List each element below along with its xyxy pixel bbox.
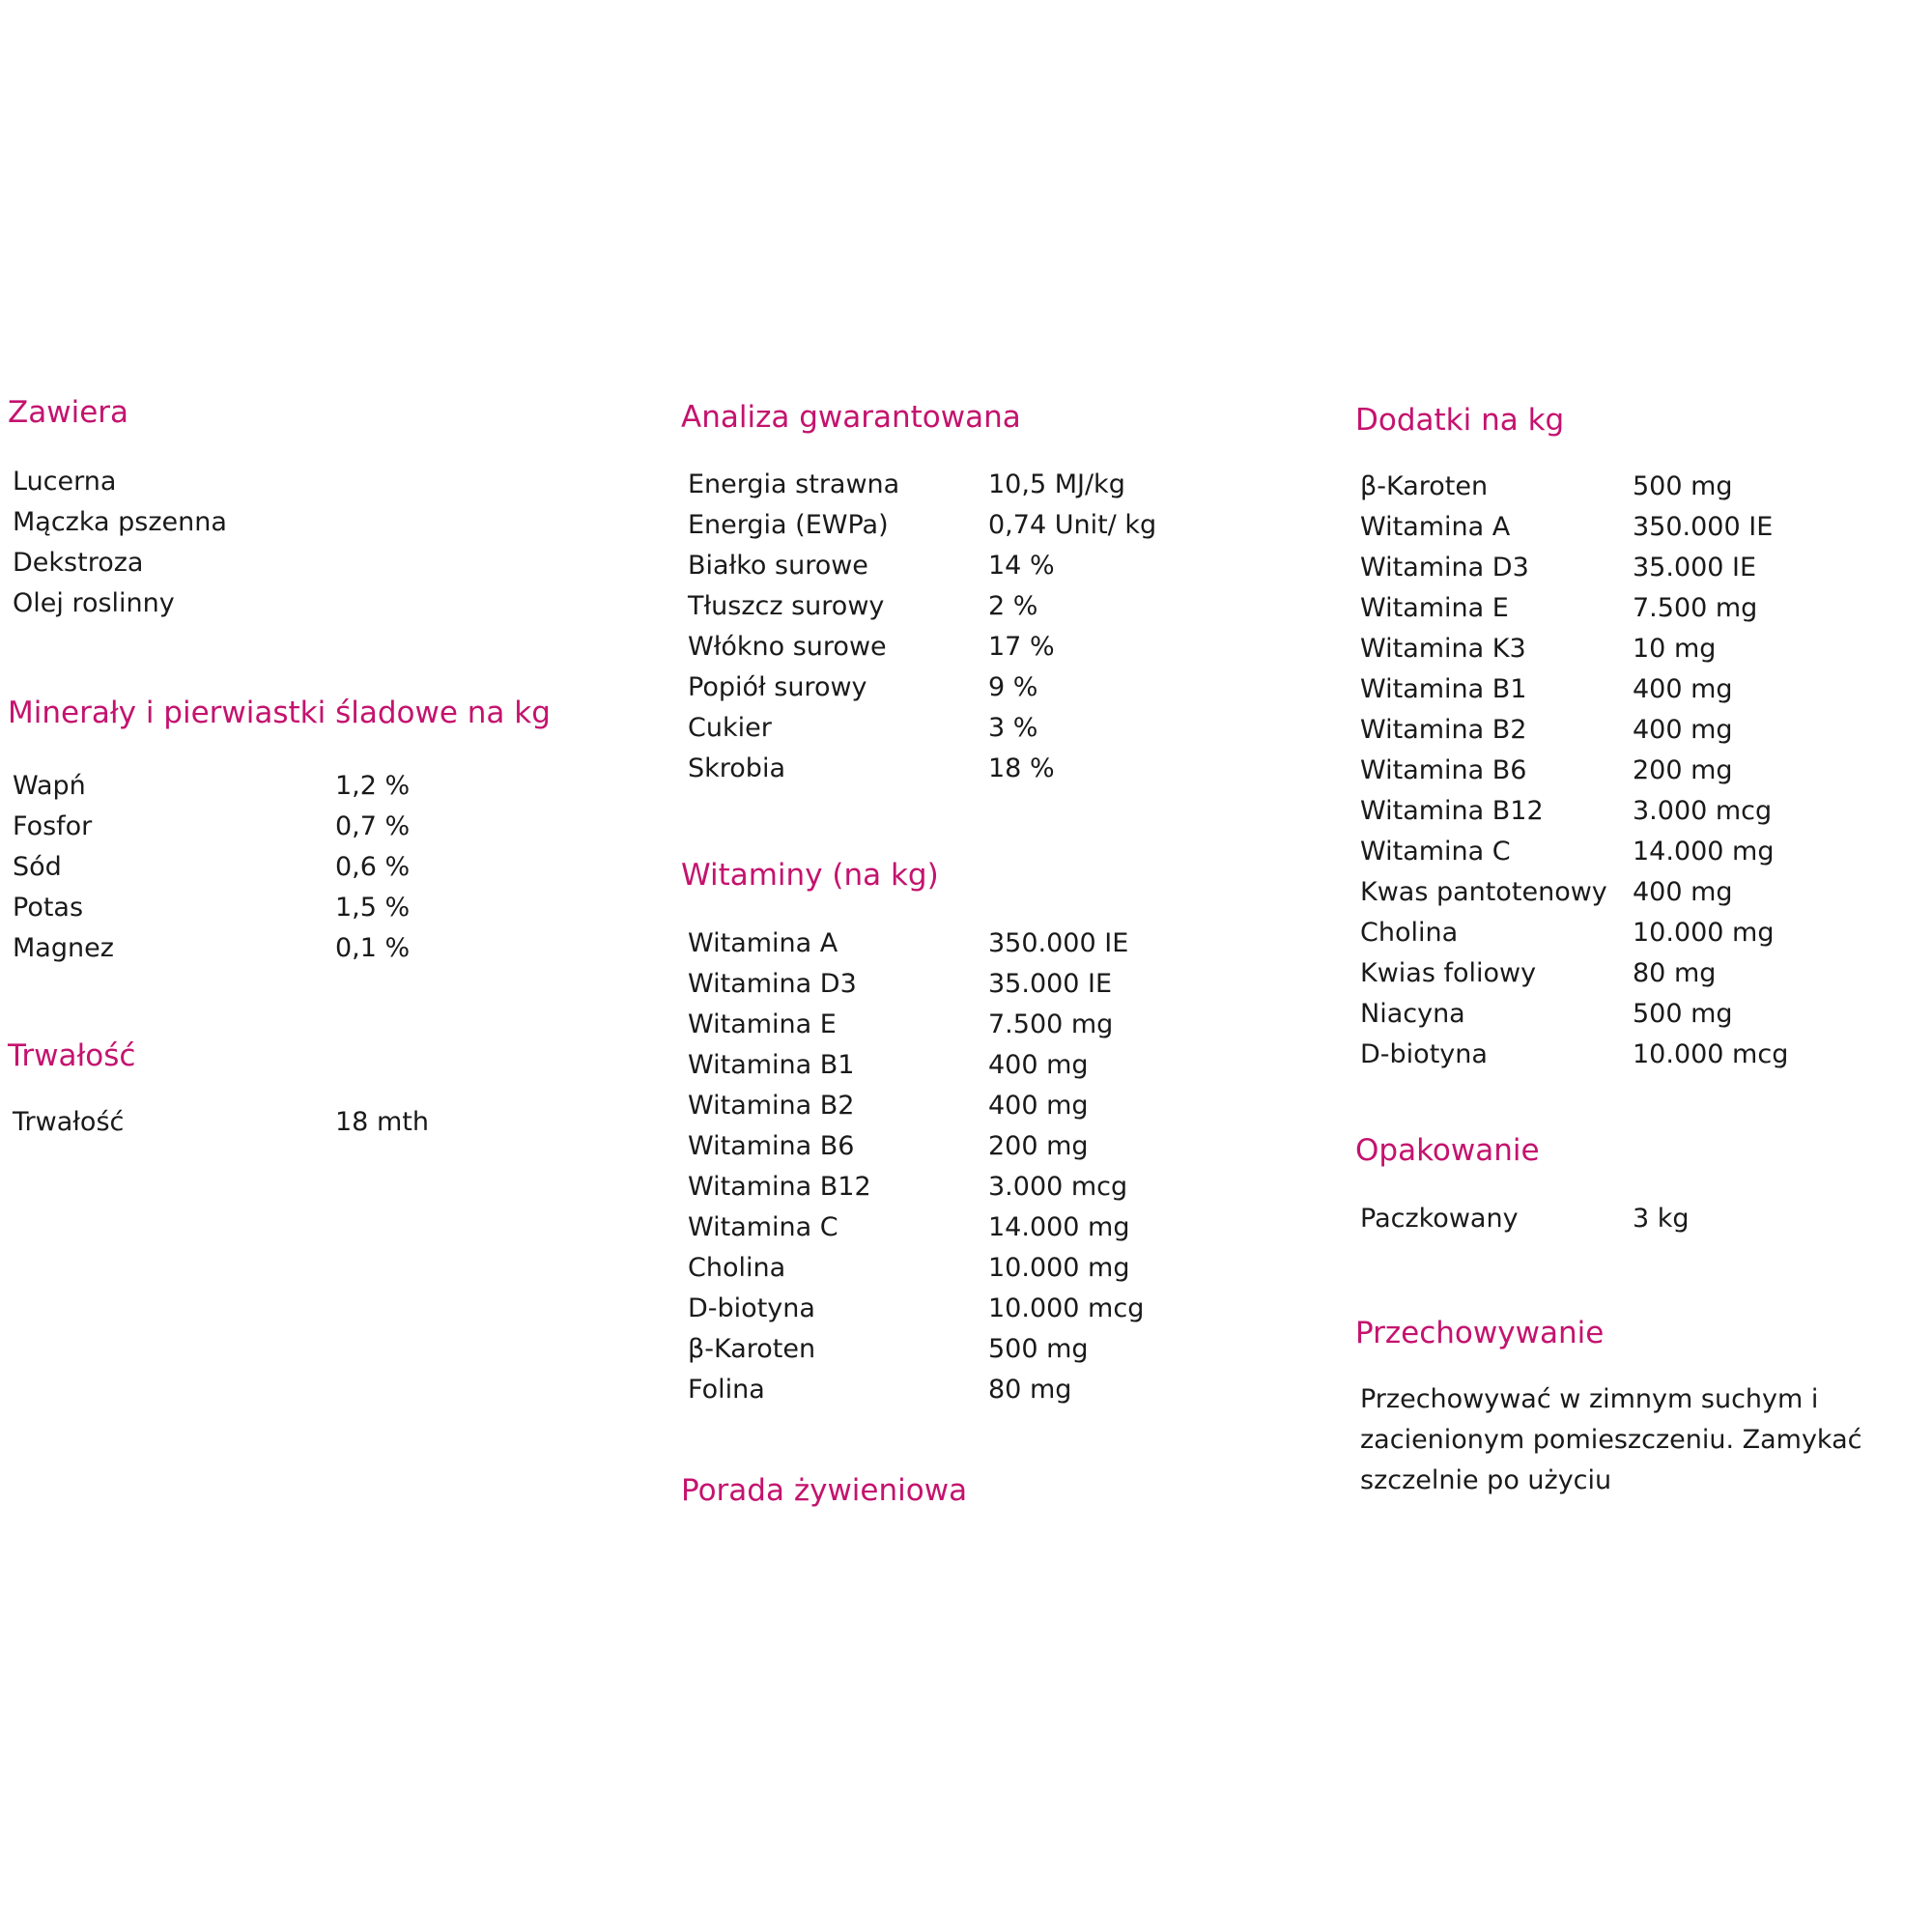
vitamin-row — [681, 964, 1328, 1005]
vitamin-row — [681, 1208, 1328, 1248]
vitamins-table — [681, 923, 1328, 1410]
analysis-value: 14 % — [988, 551, 1055, 581]
additive-value: 500 mg — [1633, 471, 1733, 501]
additive-row — [1355, 467, 1925, 507]
analysis-label: Tłuszcz surowy — [688, 591, 885, 621]
ingredient-label: Dekstroza — [13, 548, 144, 578]
additive-value: 14.000 mg — [1633, 837, 1775, 867]
additive-label: Witamina C — [1360, 837, 1511, 867]
mineral-value: 0,1 % — [335, 933, 411, 963]
vitamin-row — [681, 1005, 1328, 1045]
mineral-label: Sód — [13, 852, 62, 882]
additive-value: 200 mg — [1633, 755, 1733, 785]
vitamin-row — [681, 1167, 1328, 1208]
additive-label: Witamina B1 — [1360, 674, 1527, 704]
storage-note-line: zacienionym pomieszczeniu. Zamykać — [1360, 1425, 1862, 1455]
column-additives — [1355, 403, 1925, 1501]
additive-value: 400 mg — [1633, 877, 1733, 907]
packaging-table — [1355, 1199, 1925, 1239]
mineral-label: Potas — [13, 893, 84, 923]
additive-row — [1355, 548, 1925, 588]
vitamin-row — [681, 1370, 1328, 1410]
analysis-label: Popiół surowy — [688, 672, 867, 702]
vitamin-label: Witamina C — [688, 1212, 838, 1242]
vitamin-value: 400 mg — [988, 1091, 1089, 1121]
additive-value: 400 mg — [1633, 674, 1733, 704]
additive-value: 10.000 mcg — [1633, 1039, 1789, 1069]
analysis-value: 18 % — [988, 753, 1055, 783]
vitamin-row — [681, 1248, 1328, 1289]
vitamin-label: Witamina B6 — [688, 1131, 855, 1161]
vitamin-value: 10.000 mcg — [988, 1293, 1145, 1323]
vitamin-label: Witamina A — [688, 928, 838, 958]
packaging-value: 3 kg — [1633, 1204, 1690, 1234]
additive-label: Kwias foliowy — [1360, 958, 1537, 988]
shelf-life-label: Trwałość — [13, 1107, 125, 1137]
additive-row — [1355, 751, 1925, 791]
vitamin-value: 14.000 mg — [988, 1212, 1130, 1242]
shelf-life-table — [8, 1102, 674, 1143]
additive-label: Witamina A — [1360, 512, 1511, 542]
analysis-table — [681, 465, 1328, 789]
vitamin-value: 35.000 IE — [988, 969, 1113, 999]
vitamin-label: Witamina B2 — [688, 1091, 855, 1121]
mineral-row — [8, 847, 674, 888]
mineral-value: 1,5 % — [335, 893, 411, 923]
ingredient-label: Mączka pszenna — [13, 507, 227, 537]
vitamin-value: 7.500 mg — [988, 1009, 1114, 1039]
analysis-label: Energia (EWPa) — [688, 510, 889, 540]
analysis-label: Cukier — [688, 713, 772, 743]
analysis-value: 9 % — [988, 672, 1038, 702]
analysis-row — [681, 668, 1328, 708]
additive-row — [1355, 507, 1925, 548]
additive-value: 3.000 mcg — [1633, 796, 1773, 826]
analysis-row — [681, 465, 1328, 505]
analysis-value: 0,74 Unit/ kg — [988, 510, 1157, 540]
storage-note-line: Przechowywać w zimnym suchym i — [1360, 1384, 1819, 1414]
analysis-label: Skrobia — [688, 753, 785, 783]
vitamin-label: β-Karoten — [688, 1334, 816, 1364]
mineral-row — [8, 888, 674, 928]
additive-label: Niacyna — [1360, 999, 1465, 1029]
analysis-row — [681, 749, 1328, 789]
additive-value: 10.000 mg — [1633, 918, 1775, 948]
analysis-row — [681, 546, 1328, 586]
ingredient-row — [8, 502, 674, 543]
additive-label: Witamina D3 — [1360, 553, 1529, 582]
additive-value: 400 mg — [1633, 715, 1733, 745]
additive-row — [1355, 994, 1925, 1035]
analysis-label: Energia strawna — [688, 469, 900, 499]
analysis-row — [681, 627, 1328, 668]
shelf-life-row — [8, 1102, 674, 1143]
additive-row — [1355, 832, 1925, 872]
ingredient-list — [8, 462, 674, 624]
analysis-label: Białko surowe — [688, 551, 868, 581]
ingredient-label: Olej roslinny — [13, 588, 175, 618]
vitamin-value: 3.000 mcg — [988, 1172, 1128, 1202]
column-analysis — [681, 400, 1328, 1508]
packaging-row — [1355, 1199, 1925, 1239]
shelf-life-value: 18 mth — [335, 1107, 429, 1137]
analysis-value: 3 % — [988, 713, 1038, 743]
additives-table — [1355, 467, 1925, 1075]
additive-row — [1355, 872, 1925, 913]
section-heading-przechowywanie: Przechowywanie — [1355, 1316, 1605, 1350]
additive-label: Witamina B12 — [1360, 796, 1544, 826]
additive-value: 10 mg — [1633, 634, 1717, 664]
vitamin-row — [681, 1086, 1328, 1126]
additive-value: 500 mg — [1633, 999, 1733, 1029]
vitamin-label: Witamina E — [688, 1009, 837, 1039]
vitamin-value: 400 mg — [988, 1050, 1089, 1080]
mineral-row — [8, 928, 674, 969]
additive-label: β-Karoten — [1360, 471, 1489, 501]
mineral-row — [8, 766, 674, 807]
analysis-label: Włókno surowe — [688, 632, 887, 662]
vitamin-label: Witamina B12 — [688, 1172, 871, 1202]
analysis-row — [681, 708, 1328, 749]
additive-row — [1355, 710, 1925, 751]
vitamin-label: D-biotyna — [688, 1293, 815, 1323]
section-heading-analiza: Analiza gwarantowana — [681, 400, 1021, 435]
analysis-value: 2 % — [988, 591, 1038, 621]
analysis-value: 17 % — [988, 632, 1055, 662]
vitamin-row — [681, 1329, 1328, 1370]
ingredient-row — [8, 462, 674, 502]
ingredient-row — [8, 543, 674, 583]
vitamin-row — [681, 1045, 1328, 1086]
additive-row — [1355, 669, 1925, 710]
section-heading-dodatki: Dodatki na kg — [1355, 403, 1565, 438]
vitamin-label: Witamina D3 — [688, 969, 857, 999]
section-heading-opakowanie: Opakowanie — [1355, 1133, 1540, 1168]
vitamin-value: 500 mg — [988, 1334, 1089, 1364]
additive-row — [1355, 588, 1925, 629]
additive-value: 80 mg — [1633, 958, 1717, 988]
storage-note — [1355, 1379, 1925, 1501]
additive-label: Cholina — [1360, 918, 1459, 948]
additive-label: Witamina K3 — [1360, 634, 1526, 664]
vitamin-label: Cholina — [688, 1253, 786, 1283]
additive-value: 7.500 mg — [1633, 593, 1758, 623]
mineral-value: 0,6 % — [335, 852, 411, 882]
vitamin-label: Folina — [688, 1375, 765, 1405]
additive-row — [1355, 1035, 1925, 1075]
section-heading-trwalosc: Trwałość — [8, 1038, 136, 1073]
additive-label: Kwas pantotenowy — [1360, 877, 1607, 907]
vitamin-value: 80 mg — [988, 1375, 1072, 1405]
additive-value: 350.000 IE — [1633, 512, 1774, 542]
mineral-label: Fosfor — [13, 811, 93, 841]
vitamin-row — [681, 923, 1328, 964]
additive-row — [1355, 791, 1925, 832]
analysis-row — [681, 505, 1328, 546]
vitamin-value: 10.000 mg — [988, 1253, 1130, 1283]
packaging-label: Paczkowany — [1360, 1204, 1519, 1234]
mineral-label: Magnez — [13, 933, 114, 963]
additive-label: D-biotyna — [1360, 1039, 1488, 1069]
additive-row — [1355, 913, 1925, 953]
analysis-value: 10,5 MJ/kg — [988, 469, 1125, 499]
section-heading-witaminy: Witaminy (na kg) — [681, 858, 939, 893]
additive-row — [1355, 629, 1925, 669]
mineral-value: 0,7 % — [335, 811, 411, 841]
vitamin-row — [681, 1289, 1328, 1329]
ingredient-label: Lucerna — [13, 467, 117, 497]
vitamin-value: 350.000 IE — [988, 928, 1129, 958]
minerals-table — [8, 766, 674, 969]
mineral-row — [8, 807, 674, 847]
mineral-value: 1,2 % — [335, 771, 411, 801]
additive-label: Witamina B6 — [1360, 755, 1527, 785]
vitamin-value: 200 mg — [988, 1131, 1089, 1161]
section-heading-porada: Porada żywieniowa — [681, 1473, 968, 1508]
additive-value: 35.000 IE — [1633, 553, 1757, 582]
ingredient-row — [8, 583, 674, 624]
section-heading-mineraly: Minerały i pierwiastki śladowe na kg — [8, 696, 551, 730]
additive-label: Witamina B2 — [1360, 715, 1527, 745]
vitamin-label: Witamina B1 — [688, 1050, 855, 1080]
section-heading-zawiera: Zawiera — [8, 395, 129, 430]
additive-row — [1355, 953, 1925, 994]
additive-label: Witamina E — [1360, 593, 1509, 623]
vitamin-row — [681, 1126, 1328, 1167]
analysis-row — [681, 586, 1328, 627]
column-composition — [8, 395, 674, 1143]
mineral-label: Wapń — [13, 771, 86, 801]
storage-note-line: szczelnie po użyciu — [1360, 1465, 1612, 1495]
